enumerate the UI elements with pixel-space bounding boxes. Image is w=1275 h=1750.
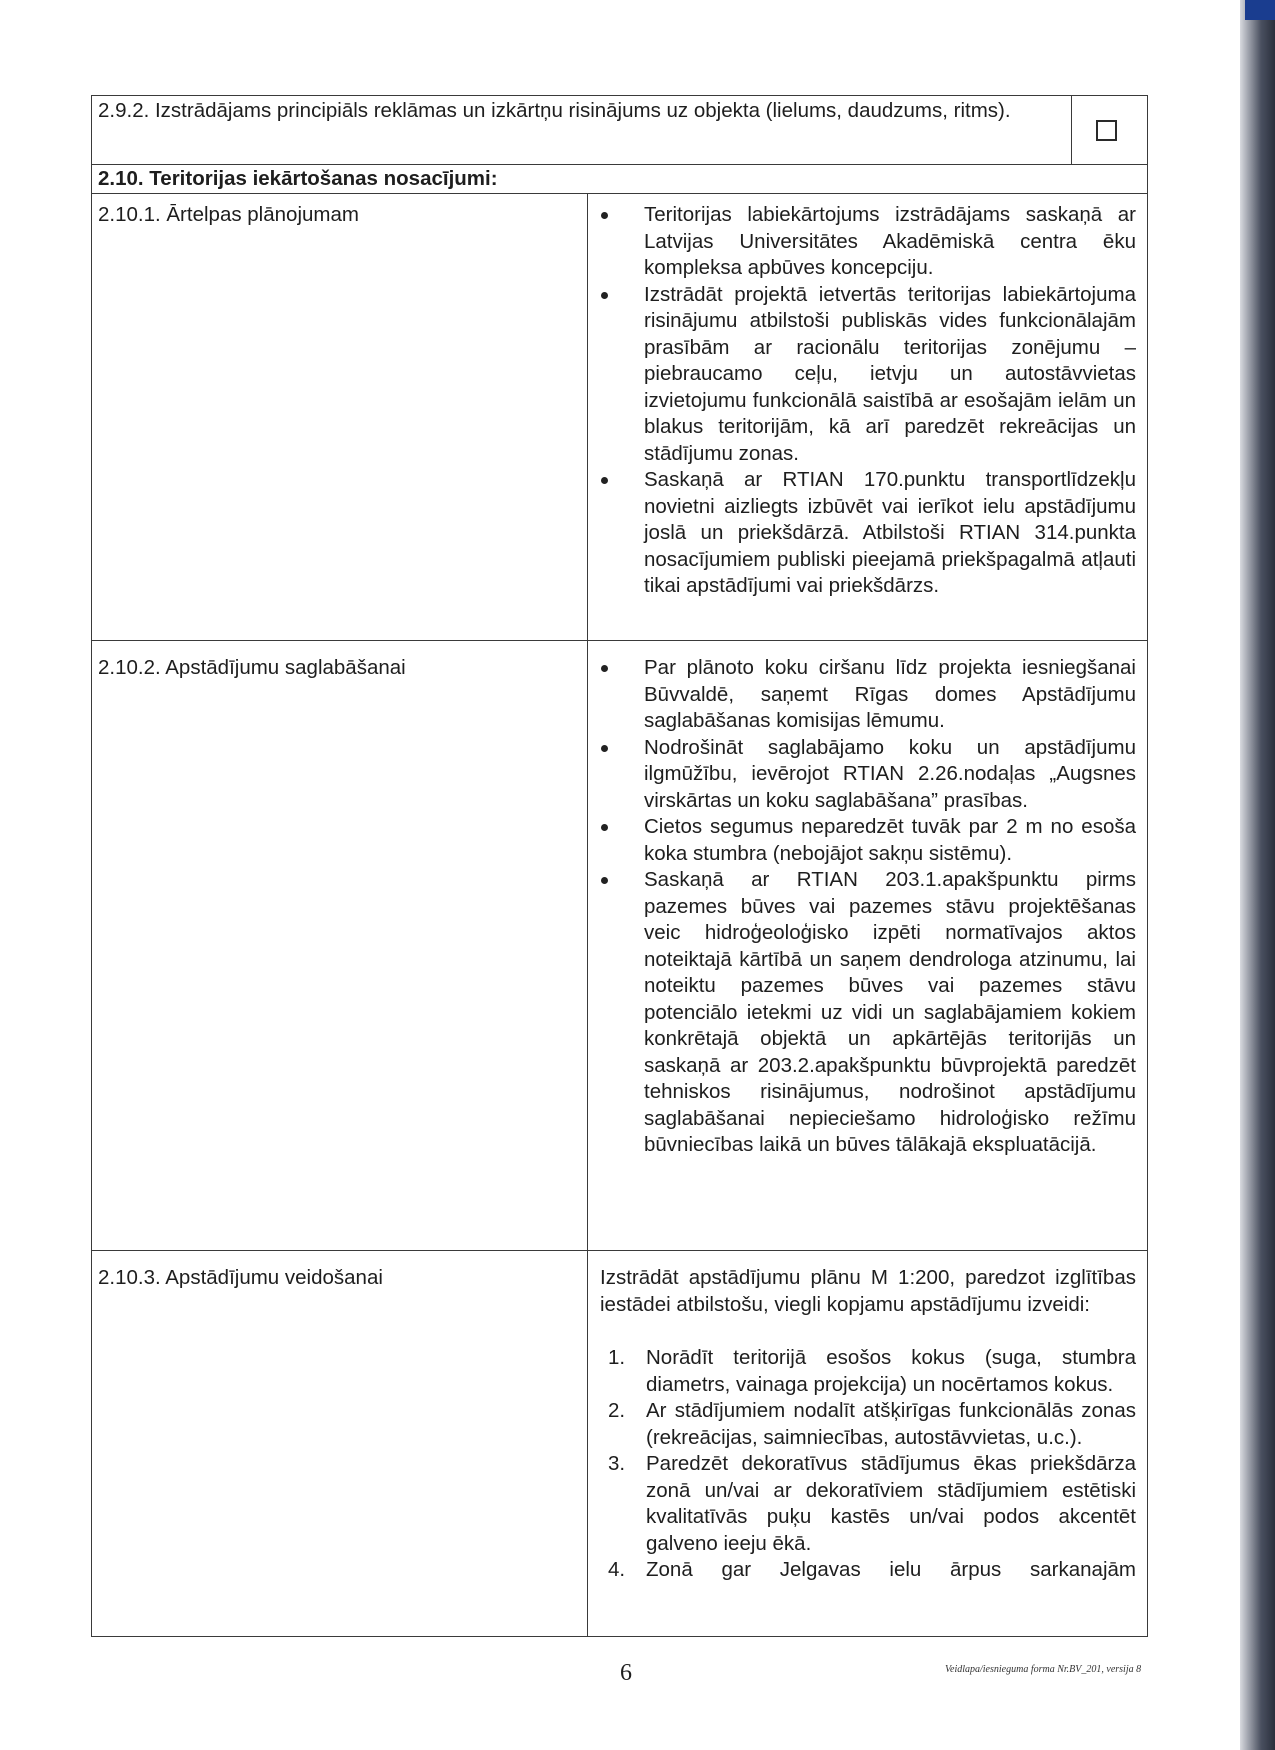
list-item: 3. Paredzēt dekoratīvus stādījumus ēkas priekšdārza zonā un/vai ar dekoratīviem stādījumiem estētiski kvalitatīvās puķu kastēs un/vai podos akcentēt galveno ieeju ēkā. — [608, 1452, 1136, 1555]
list-item: Teritorijas labiekārtojums izstrādājams saskaņā ar Latvijas Universitātes Akadēmiskā centra ēku kompleksa apbūves koncepciju. — [594, 202, 1136, 282]
row-2102-label: 2.10.2. Apstādījumu saglabāšanai — [98, 656, 406, 679]
list-item: Izstrādāt projektā ietvertās teritorijas labiekārtojuma risinājumu atbilstoši publiskās vides funkcionālajām prasībām ar racionālu teritorijas zonējumu – piebraucamo ceļu, ietvju un autostāvvietas izvietojumu funkcionālā saistībā ar esošajām ielām un blakus teritorijām, kā arī paredzēt rekreācijas un stādījumu zonas. — [594, 282, 1136, 468]
list-item: Nodrošināt saglabājamo koku un apstādījumu ilgmūžību, ievērojot RTIAN 2.26.nodaļas „Augsnes virskārtas un koku saglabāšana” prasības. — [594, 735, 1136, 815]
row-2101-bottom-rule — [91, 640, 1148, 641]
list-item: 2. Ar stādījumiem nodalīt atšķirīgas funkcionālās zonas (rekreācijas, saimniecības, autostāvvietas, u.c.). — [608, 1399, 1136, 1449]
list-item: 4. Zonā gar Jelgavas ielu ārpus sarkanajām — [608, 1558, 1136, 1581]
list-item: Saskaņā ar RTIAN 203.1.apakšpunktu pirms pazemes būves vai pazemes stāvu projektēšanas veic hidroģeoloģisko izpēti normatīvajos aktos noteiktajā kārtībā un saņem dendrologa atzinumu, lai noteiktu pazemes būves vai pazemes stāvu potenciālo ietekmi uz vidi un saglabājamiem kokiem konkrētajā objektā un apkārtējās teritorijās un saskaņā ar 203.2.apakšpunktu būvprojektā paredzēt tehniskos risinājumus, nodrošinot apstādījumu saglabāšanai nepieciešamo hidroloģisko režīmu būvniecības laikā un būves tālākajā ekspluatācijā. — [594, 867, 1136, 1159]
row-2101-label: 2.10.1. Ārtelpas plānojumam — [98, 203, 359, 226]
row-2102-bullets — [594, 655, 1136, 1159]
row-2102-bottom-rule — [91, 1250, 1148, 1251]
form-footer: Veidlapa/iesnieguma forma Nr.BV_201, versija 8 — [945, 1664, 1142, 1675]
scan-edge-mark — [1245, 0, 1275, 20]
row-292-text: 2.9.2. Izstrādājams principiāls reklāmas un izkārtņu risinājums uz objekta (lielums, daudzums, ritms). — [98, 99, 1011, 122]
row-292-divider — [1071, 95, 1072, 165]
list-item: Saskaņā ar RTIAN 170.punktu transportlīdzekļu novietni aizliegts izbūvēt vai ierīkot ielu apstādījumu joslā un priekšdārzā. Atbilstoši RTIAN 314.punkta nosacījumiem publiski pieejamā priekšpagalmā atļauti tikai apstādījumi vai priekšdārzs. — [594, 467, 1136, 600]
table-column-divider — [587, 193, 588, 1637]
list-item: Cietos segumus neparedzēt tuvāk par 2 m no esoša koka stumbra (nebojājot sakņu sistēmu). — [594, 814, 1136, 867]
row-2103-label: 2.10.3. Apstādījumu veidošanai — [98, 1266, 383, 1289]
scan-edge — [1240, 0, 1275, 1750]
row-2103-numbered-list — [600, 1345, 1136, 1584]
row-292-checkbox[interactable] — [1096, 120, 1117, 141]
row-2101-bullets — [594, 202, 1136, 600]
list-item: 1. Norādīt teritorijā esošos kokus (suga, stumbra diametrs, vainaga projekcija) un nocērtamos kokus. — [608, 1346, 1136, 1396]
list-item: Par plānoto koku ciršanu līdz projekta iesniegšanai Būvvaldē, saņemt Rīgas domes Apstādījumu saglabāšanas komisijas lēmumu. — [594, 655, 1136, 735]
row-2103-intro: Izstrādāt apstādījumu plānu M 1:200, paredzot izglītības iestādei atbilstošu, viegli kopjamu apstādījumu izveidi: — [600, 1266, 1136, 1316]
page-number: 6 — [620, 1660, 632, 1686]
section-210-heading: 2.10. Teritorijas iekārtošanas nosacījumi: — [98, 167, 498, 190]
